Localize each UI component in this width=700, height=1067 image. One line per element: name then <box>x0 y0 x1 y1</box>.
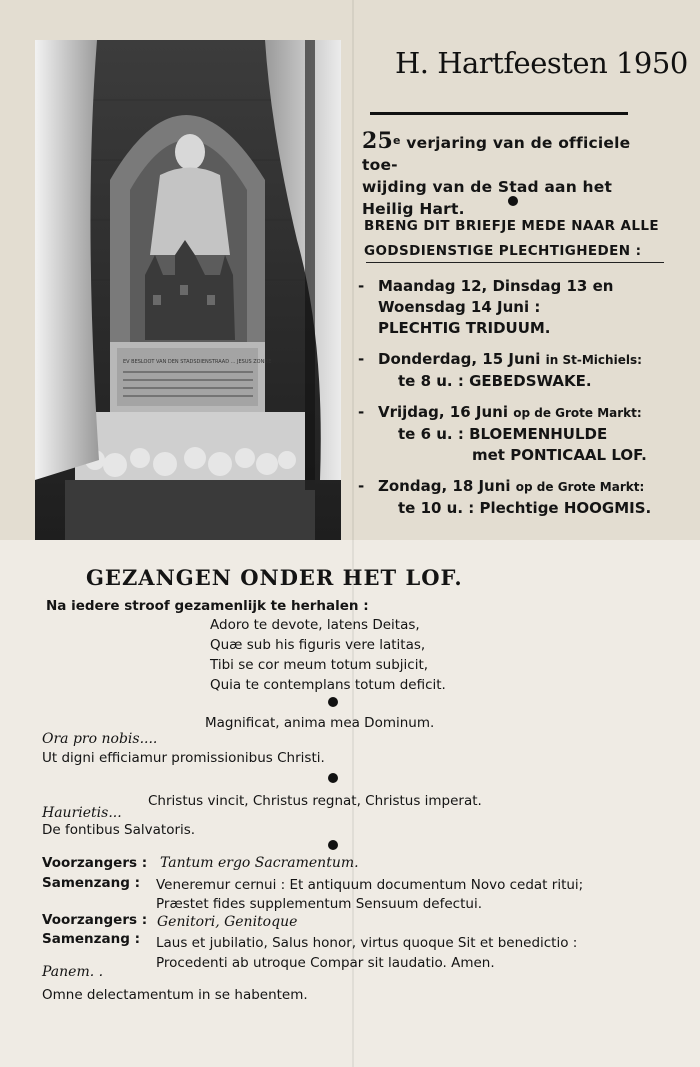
anniversary-line2: wijding van de Stad aan het Heilig Hart. <box>362 178 613 218</box>
veneremur: Veneremur cernui : Et antiquum documentum Novo cedat ritui; <box>156 877 584 893</box>
event-title: GEBEDSWAKE. <box>469 372 592 390</box>
event-place: op de Grote Markt: <box>515 480 645 494</box>
title-rule <box>370 112 628 115</box>
event-place: op de Grote Markt: <box>513 406 642 420</box>
lof-intro: Na iedere stroof gezamenlijk te herhalen : <box>46 598 369 614</box>
notice-line2: GODSDIENSTIGE PLECHTIGHEDEN : <box>364 243 642 259</box>
plaque-text: EV BESLOOT VAN DEN STADSDIENSTRAAD ... JESUS ZONDE <box>123 359 272 365</box>
ut-digni: Ut digni efficiamur promissionibus Christi. <box>42 750 325 766</box>
verse-line: Tibi se cor meum totum subjicit, <box>210 657 429 673</box>
bullet <box>328 697 338 707</box>
event-title-cont: met PONTICAAL LOF. <box>472 446 647 464</box>
anniversary-text <box>362 130 662 220</box>
voorzangers-label-2: Voorzangers : <box>42 912 148 928</box>
event-bloemenhulde: - Vrijdag, 16 Juni op de Grote Markt: te 6 u. : BLOEMENHULDE met PONTICAAL LOF. <box>358 402 668 466</box>
bullet <box>328 840 338 850</box>
page-title: H. Hartfeesten 1950 <box>395 46 688 80</box>
tantum-ergo: Tantum ergo Sacramentum. <box>160 855 359 871</box>
event-title: PLECHTIG TRIDUUM. <box>378 319 551 337</box>
event-date: Zondag, 18 Juni <box>378 477 511 495</box>
genitori: Genitori, Genitoque <box>157 914 298 930</box>
notice-rule <box>366 262 664 263</box>
bullet <box>508 196 518 206</box>
laus-et-jubilatio: Laus et jubilatio, Salus honor, virtus quoque Sit et benedictio : <box>156 935 578 951</box>
lof-heading: GEZANGEN ONDER HET LOF. <box>86 565 463 590</box>
verse-line: Adoro te devote, latens Deitas, <box>210 617 420 633</box>
event-line: Maandag 12, Dinsdag 13 en <box>378 277 614 295</box>
event-time: te 10 u. : <box>398 499 475 517</box>
verse-line: Quæ sub his figuris vere latitas, <box>210 637 426 653</box>
christus-vincit: Christus vincit, Christus regnat, Christus imperat. <box>148 793 482 809</box>
event-triduum: - Maandag 12, Dinsdag 13 en Woensdag 14 Juni : PLECHTIG TRIDUUM. <box>358 276 668 339</box>
event-time: te 8 u. : <box>398 372 464 390</box>
event-date: Donderdag, 15 Juni <box>378 350 541 368</box>
praestet: Præstet fides supplementum Sensuum defectui. <box>156 896 482 912</box>
anniversary-number: 25 <box>362 128 394 154</box>
event-title: BLOEMENHULDE <box>469 425 608 443</box>
voorzangers-label: Voorzangers : <box>42 855 148 871</box>
verse-line: Quia te contemplans totum deficit. <box>210 677 446 693</box>
de-fontibus: De fontibus Salvatoris. <box>42 822 196 838</box>
event-line: Woensdag 14 Juni : <box>378 298 541 316</box>
adoro-stanza <box>210 615 446 695</box>
bullet <box>328 773 338 783</box>
event-gebedswake: - Donderdag, 15 Juni in St-Michiels: te 8 u. : GEBEDSWAKE. <box>358 350 642 390</box>
ora-pro-nobis: Ora pro nobis.... <box>42 731 158 747</box>
anniversary-line1: verjaring van de officiele toe- <box>362 134 631 174</box>
anniversary-sup: e <box>393 134 401 147</box>
panem: Panem. . <box>42 964 104 980</box>
notice-line1: BRENG DIT BRIEFJE MEDE NAAR ALLE <box>364 218 659 234</box>
notice <box>364 214 664 264</box>
event-time: te 6 u. : <box>398 425 464 443</box>
monument-photo <box>35 40 341 540</box>
samenzang-label: Samenzang : <box>42 875 141 891</box>
magnificat: Magnificat, anima mea Dominum. <box>205 715 435 731</box>
samenzang-label-2: Samenzang : <box>42 931 141 947</box>
event-title: Plechtige HOOGMIS. <box>479 499 652 517</box>
event-hoogmis: - Zondag, 18 Juni op de Grote Markt: te 10 u. : Plechtige HOOGMIS. <box>358 477 652 517</box>
haurietis: Haurietis... <box>42 805 122 821</box>
procedenti: Procedenti ab utroque Compar sit laudatio. Amen. <box>156 955 495 971</box>
omne-delectamentum: Omne delectamentum in se habentem. <box>42 987 308 1003</box>
event-place: in St-Michiels: <box>545 353 642 367</box>
event-date: Vrijdag, 16 Juni <box>378 403 508 421</box>
events-list <box>358 276 668 529</box>
